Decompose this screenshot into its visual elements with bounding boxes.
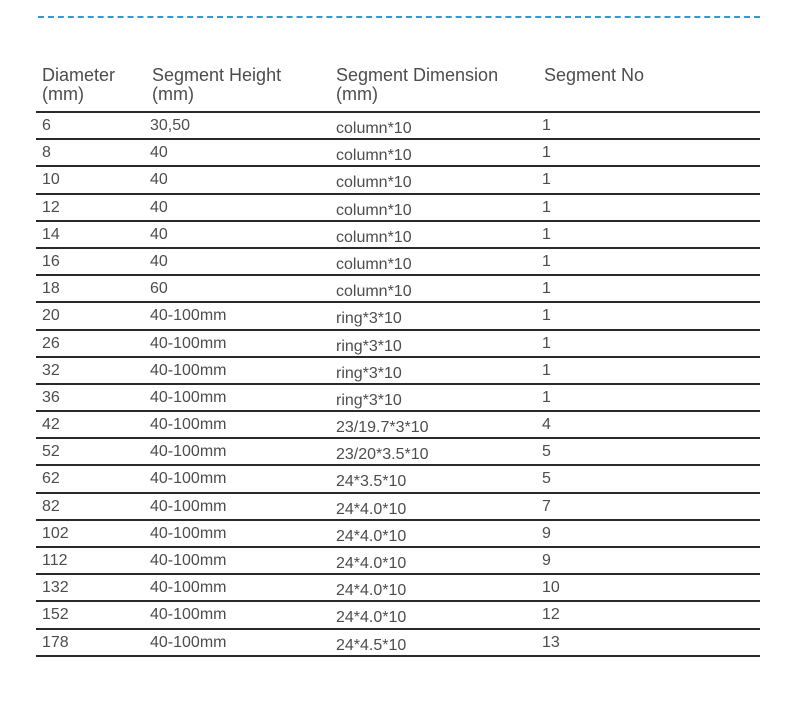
table-row [36,167,760,194]
cell-segment-height: 40 [150,225,168,243]
cell-segment-dimension: 24*4.0*10 [336,555,407,572]
cell-segment-height: 40-100mm [150,307,227,325]
table-row [36,249,760,276]
table-row [36,466,760,493]
cell-segment-no: 1 [542,361,551,379]
segment-spec-table [36,62,760,657]
table-row [36,385,760,412]
table-row [36,195,760,222]
cell-segment-dimension: column*10 [336,201,412,219]
cell-segment-no: 4 [542,416,551,434]
cell-segment-no: 1 [542,252,551,270]
table-body [36,113,760,657]
cell-diameter: 10 [42,171,60,189]
cell-segment-no: 1 [542,117,551,134]
cell-diameter: 18 [42,280,60,298]
header-segment-no: Segment No [544,65,645,85]
cell-segment-no: 9 [542,552,551,569]
header-segment-dimension: Segment Dimension (mm) [336,65,499,104]
cell-segment-no: 9 [542,524,551,542]
cell-diameter: 36 [42,388,60,406]
cell-segment-dimension: column*10 [336,174,412,192]
cell-segment-dimension: column*10 [336,147,412,165]
cell-segment-no: 1 [542,198,551,216]
cell-diameter: 6 [42,117,51,134]
cell-segment-dimension: 24*4.0*10 [336,527,407,545]
cell-diameter: 82 [42,497,60,515]
cell-segment-height: 40-100mm [150,497,227,515]
cell-segment-height: 40-100mm [150,416,227,434]
table-row [36,412,760,439]
table-row [36,630,760,657]
cell-diameter: 52 [42,443,60,461]
cell-diameter: 62 [42,470,60,488]
cell-segment-height: 40-100mm [150,388,227,406]
header-diameter: Diameter (mm) [42,65,116,104]
cell-segment-height: 40-100mm [150,443,227,461]
cell-segment-height: 40 [150,171,168,189]
cell-diameter: 8 [42,144,51,162]
table-row [36,303,760,330]
cell-segment-height: 60 [150,280,168,298]
cell-segment-height: 40-100mm [150,361,227,379]
cell-segment-no: 10 [542,579,560,597]
cell-segment-dimension: ring*3*10 [336,337,402,355]
cell-segment-height: 40-100mm [150,524,227,542]
table-row [36,358,760,385]
cell-diameter: 42 [42,416,60,434]
table-row [36,222,760,249]
cell-segment-no: 12 [542,606,560,624]
cell-segment-no: 5 [542,443,551,461]
cell-segment-dimension: column*10 [336,228,412,246]
cell-segment-height: 40-100mm [150,633,227,651]
table-row [36,276,760,303]
cell-segment-no: 7 [542,497,551,515]
cell-segment-dimension: 24*4.0*10 [336,582,407,600]
cell-segment-height: 40 [150,252,168,270]
table-row [36,140,760,167]
table-row [36,602,760,629]
cell-segment-dimension: 23/19.7*3*10 [336,419,429,437]
table-row [36,113,760,140]
cell-diameter: 32 [42,361,60,379]
cell-segment-height: 40-100mm [150,334,227,352]
cell-segment-dimension: ring*3*10 [336,391,402,409]
cell-segment-height: 30,50 [150,117,191,134]
cell-segment-dimension: column*10 [336,283,412,301]
cell-segment-dimension: 24*3.5*10 [336,473,407,491]
cell-diameter: 152 [42,606,69,624]
cell-diameter: 112 [42,552,68,569]
cell-segment-dimension: 24*4.0*10 [336,609,407,627]
table-row [36,548,760,575]
cell-segment-dimension: 23/20*3.5*10 [336,446,429,464]
cell-segment-dimension: column*10 [336,255,412,273]
cell-segment-dimension: 24*4.5*10 [336,636,407,654]
cell-diameter: 132 [42,579,69,597]
cell-segment-no: 1 [542,171,551,189]
cell-segment-height: 40-100mm [150,606,227,624]
cell-segment-dimension: ring*3*10 [336,310,402,328]
cell-segment-height: 40-100mm [150,470,227,488]
table-header-row [36,62,760,113]
cell-diameter: 14 [42,225,60,243]
cell-segment-no: 5 [542,470,551,488]
cell-diameter: 26 [42,334,60,352]
cell-segment-no: 13 [542,633,560,651]
cell-segment-no: 1 [542,334,551,352]
cell-diameter: 178 [42,633,69,651]
table-row [36,575,760,602]
cell-segment-no: 1 [542,388,551,406]
cell-segment-no: 1 [542,307,551,325]
table-row [36,521,760,548]
cell-segment-no: 1 [542,280,551,298]
cell-diameter: 16 [42,252,60,270]
header-segment-height: Segment Height (mm) [152,65,282,104]
top-dashed-divider [38,16,760,18]
cell-segment-height: 40-100mm [150,579,227,597]
cell-segment-dimension: ring*3*10 [336,364,402,382]
cell-diameter: 20 [42,307,60,325]
cell-segment-height: 40-100mm [150,552,227,569]
cell-segment-dimension: 24*4.0*10 [336,500,407,518]
cell-diameter: 102 [42,524,69,542]
cell-segment-dimension: column*10 [336,120,412,137]
table-row [36,494,760,521]
cell-segment-height: 40 [150,144,168,162]
cell-segment-no: 1 [542,144,551,162]
cell-diameter: 12 [42,198,60,216]
table-row [36,331,760,358]
cell-segment-no: 1 [542,225,551,243]
cell-segment-height: 40 [150,198,168,216]
table-row [36,439,760,466]
